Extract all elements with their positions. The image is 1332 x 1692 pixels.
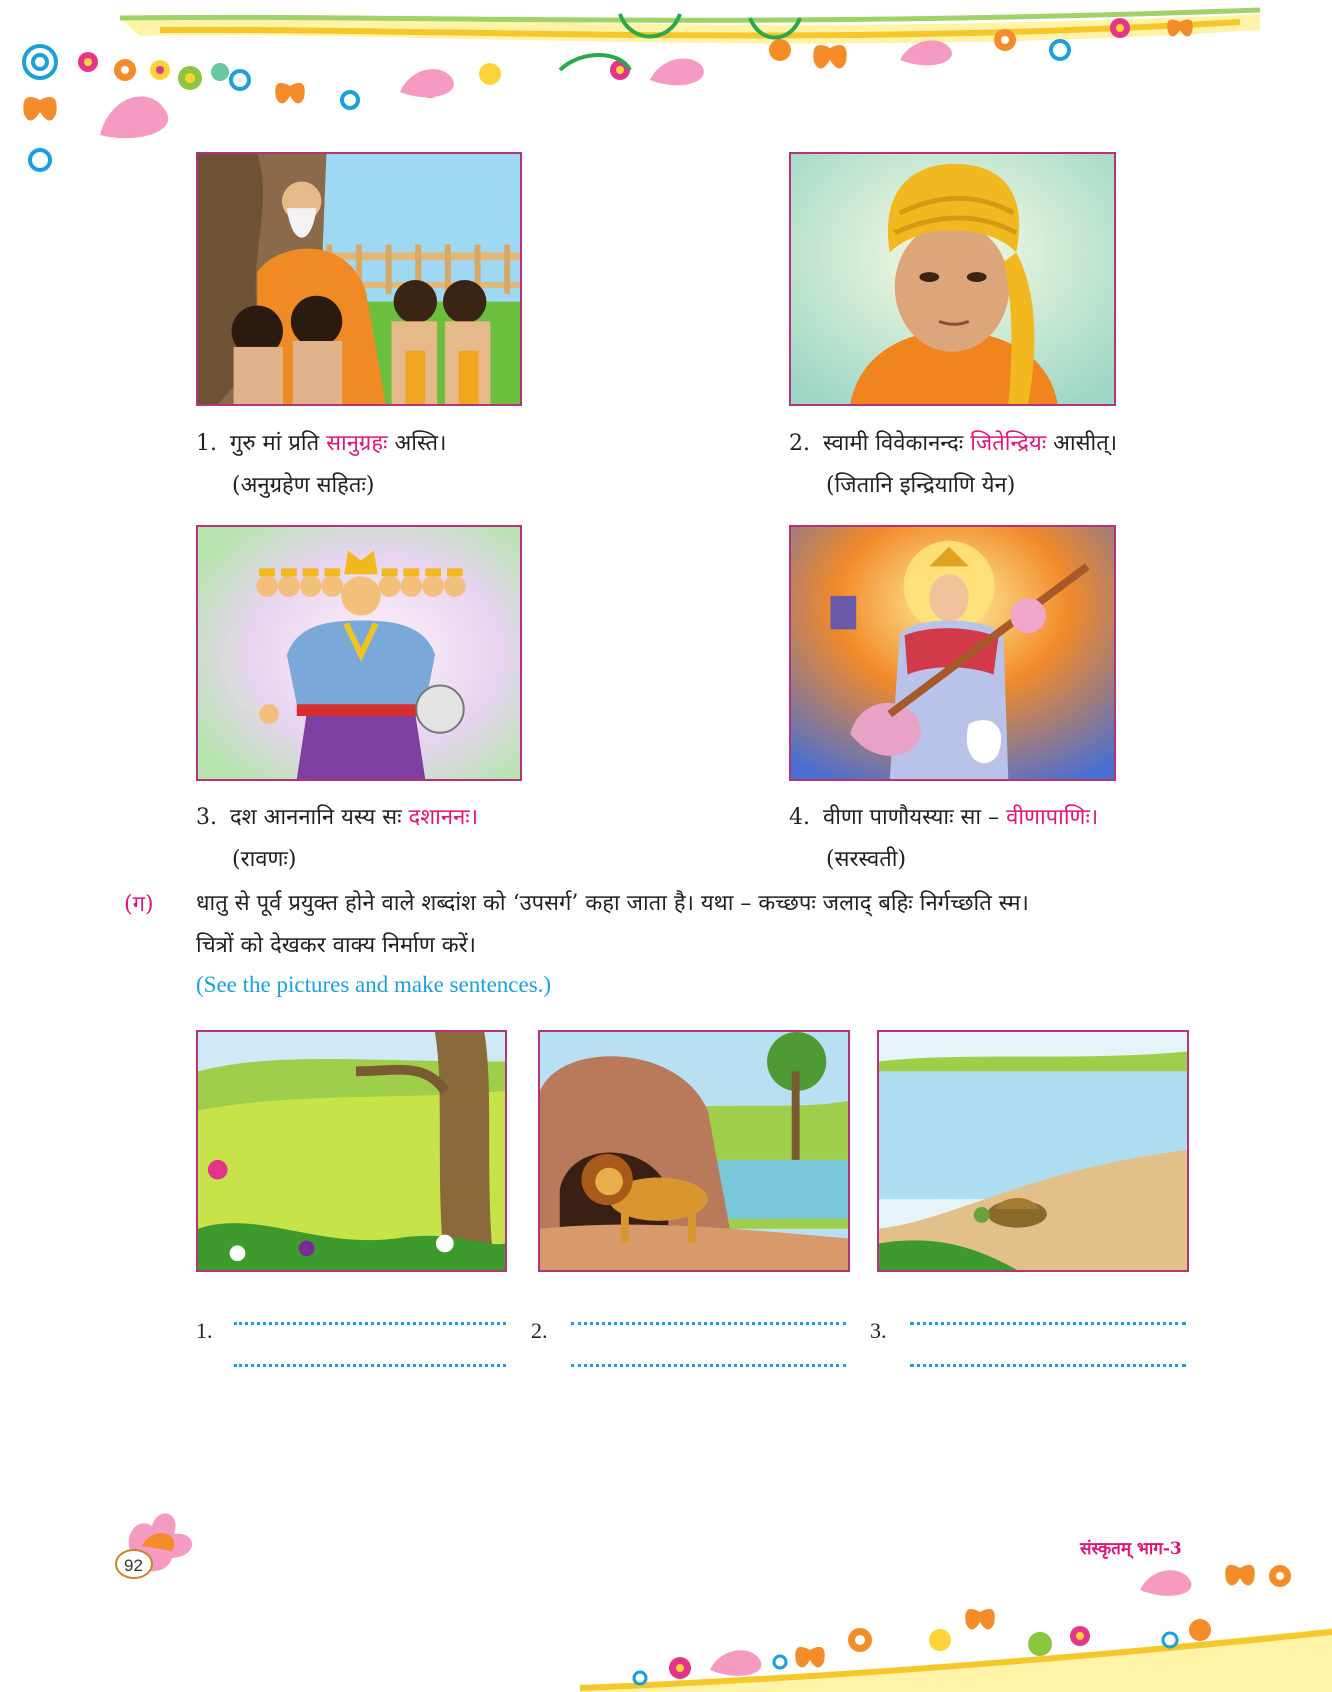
book-title: संस्कृतम् भाग-3 [1080, 1539, 1182, 1559]
item-2-sentence [789, 426, 1117, 462]
picture-vivekananda [789, 152, 1116, 406]
item-1-highlight: सानुग्रहः [326, 431, 388, 456]
page-number: 92 [124, 1556, 143, 1575]
picture-guru-students [196, 152, 522, 406]
item-4-highlight: वीणापाणिः। [1006, 805, 1099, 830]
item-1-number: 1. [196, 431, 217, 456]
answer-2-line-1[interactable] [571, 1322, 846, 1325]
bottom-decorative-border [580, 1540, 1332, 1692]
answer-3-number: 3. [870, 1318, 887, 1343]
section-label: (ग) [124, 892, 154, 917]
picture-meadow-tree [196, 1030, 507, 1272]
answer-2-line-2[interactable] [571, 1364, 846, 1367]
picture-saraswati [789, 525, 1116, 781]
item-2-text: स्वामी विवेकानन्दः [823, 431, 971, 456]
answer-2-number: 2. [531, 1318, 548, 1343]
item-1-end: अस्ति। [387, 431, 447, 456]
item-2-number: 2. [789, 431, 810, 456]
item-1-gloss: (अनुग्रहेण सहितः) [232, 473, 375, 498]
answer-1-number: 1. [196, 1318, 213, 1343]
item-3-highlight: दशाननः। [408, 805, 479, 830]
item-3-gloss: (रावणः) [232, 847, 297, 872]
picture-ravana [196, 525, 522, 781]
picture-lion-cave [538, 1030, 850, 1272]
item-1-sentence [196, 426, 446, 462]
item-4-text: वीणा पाणौयस्याः सा – [823, 805, 1007, 830]
section-instruction-line-2: चित्रों को देखकर वाक्य निर्माण करें। [196, 933, 477, 958]
item-3-text: दश आननानि यस्य सः [230, 805, 409, 830]
answer-3-line-2[interactable] [910, 1364, 1186, 1367]
item-4-number: 4. [789, 805, 810, 830]
section-instruction-line-1: धातु से पूर्व प्रयुक्त होने वाले शब्दांश को ‘उपसर्ग’ कहा जाता है। यथा – कच्छपः जलाद् बहिः निर्गच्छति स्म। [196, 891, 1029, 916]
item-1-text: गुरु मां प्रति [230, 431, 327, 456]
item-2-highlight: जितेन्द्रियः [970, 431, 1047, 456]
item-4-gloss: (सरस्वती) [826, 847, 907, 872]
item-4-sentence [789, 800, 1098, 836]
item-3-sentence [196, 800, 478, 836]
item-2-end: आसीत्। [1046, 431, 1118, 456]
item-3-number: 3. [196, 805, 217, 830]
section-english-instruction: (See the pictures and make sentences.) [196, 972, 552, 997]
answer-1-line-1[interactable] [234, 1322, 506, 1325]
answer-3-line-1[interactable] [910, 1322, 1186, 1325]
item-2-gloss: (जितानि इन्द्रियाणि येन) [826, 473, 1016, 498]
answer-1-line-2[interactable] [234, 1364, 506, 1367]
picture-turtle-pond [877, 1030, 1189, 1272]
